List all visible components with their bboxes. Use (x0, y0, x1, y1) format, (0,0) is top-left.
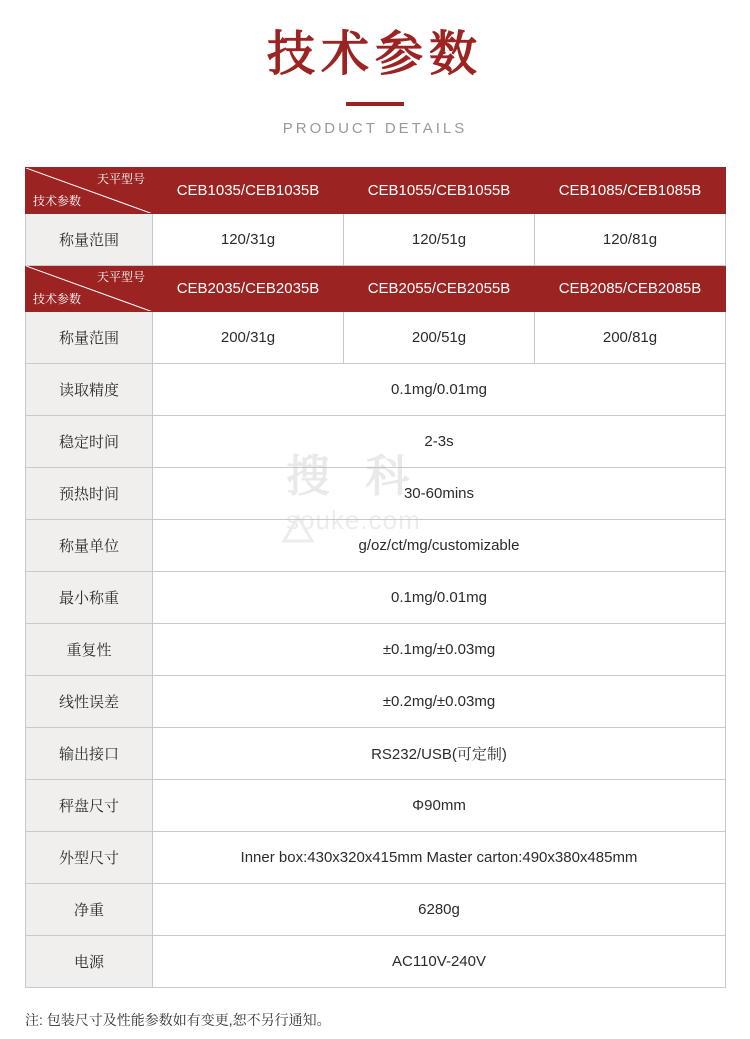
diagonal-header-model-label: 天平型号 (96, 171, 145, 186)
table-row (26, 779, 726, 831)
table-row-models-group2 (26, 265, 726, 311)
row-label: 稳定时间 (26, 415, 153, 467)
spec-table-wrapper (25, 167, 725, 988)
table-row (26, 519, 726, 571)
table-row (26, 727, 726, 779)
model-cell: CEB1055/CEB1055B (344, 167, 535, 213)
row-label: 最小称重 (26, 571, 153, 623)
row-label: 读取精度 (26, 363, 153, 415)
table-row (26, 415, 726, 467)
table-row (26, 831, 726, 883)
row-label: 称量单位 (26, 519, 153, 571)
row-label: 称量范围 (26, 311, 153, 363)
row-label: 称量范围 (26, 213, 153, 265)
row-label: 外型尺寸 (26, 831, 153, 883)
row-value: 30-60mins (153, 467, 726, 519)
table-row-range-group2 (26, 311, 726, 363)
row-value: 120/81g (535, 213, 726, 265)
row-value: 2-3s (153, 415, 726, 467)
row-label: 预热时间 (26, 467, 153, 519)
diagonal-header-param-label: 技术参数 (33, 292, 82, 307)
row-value: 200/81g (535, 311, 726, 363)
row-value: 6280g (153, 883, 726, 935)
model-cell: CEB2035/CEB2035B (153, 265, 344, 311)
table-row (26, 467, 726, 519)
diagonal-header-model-label: 天平型号 (96, 269, 145, 284)
table-row (26, 623, 726, 675)
diagonal-header-param-label: 技术参数 (33, 194, 82, 209)
diagonal-header-cell (26, 167, 153, 213)
row-label: 净重 (26, 883, 153, 935)
table-row-models-group1 (26, 167, 726, 213)
page-subtitle: PRODUCT DETAILS (282, 119, 468, 137)
row-value: 120/51g (344, 213, 535, 265)
row-value: Φ90mm (153, 779, 726, 831)
row-value: 120/31g (153, 213, 344, 265)
page-header (0, 0, 750, 137)
row-value: Inner box:430x320x415mm Master carton:490x380x485mm (153, 831, 726, 883)
row-value: AC110V-240V (153, 935, 726, 987)
row-value: g/oz/ct/mg/customizable (153, 519, 726, 571)
row-value: RS232/USB(可定制) (153, 727, 726, 779)
model-cell: CEB2055/CEB2055B (344, 265, 535, 311)
row-label: 电源 (26, 935, 153, 987)
table-row (26, 363, 726, 415)
page-title: 技术参数 (266, 26, 483, 82)
row-label: 秤盘尺寸 (26, 779, 153, 831)
model-cell: CEB2085/CEB2085B (535, 265, 726, 311)
row-value: ±0.1mg/±0.03mg (153, 623, 726, 675)
row-label: 线性误差 (26, 675, 153, 727)
watermark-subtext: souke.com (286, 505, 421, 535)
model-cell: CEB1085/CEB1085B (535, 167, 726, 213)
table-row (26, 883, 726, 935)
title-divider (346, 102, 404, 106)
row-value: ±0.2mg/±0.03mg (153, 675, 726, 727)
table-row-range-group1 (26, 213, 726, 265)
table-row (26, 935, 726, 987)
row-value: 200/31g (153, 311, 344, 363)
watermark-text: 搜 科 (286, 451, 420, 502)
specification-table (25, 167, 726, 988)
footer-note: 注: 包装尺寸及性能参数如有变更,恕不另行通知。 (25, 1011, 331, 1028)
row-value: 0.1mg/0.01mg (153, 363, 726, 415)
row-label: 输出接口 (26, 727, 153, 779)
row-value: 0.1mg/0.01mg (153, 571, 726, 623)
row-value: 200/51g (344, 311, 535, 363)
diagonal-header-cell (26, 265, 153, 311)
row-label: 重复性 (26, 623, 153, 675)
table-row (26, 675, 726, 727)
model-cell: CEB1035/CEB1035B (153, 167, 344, 213)
table-row (26, 571, 726, 623)
